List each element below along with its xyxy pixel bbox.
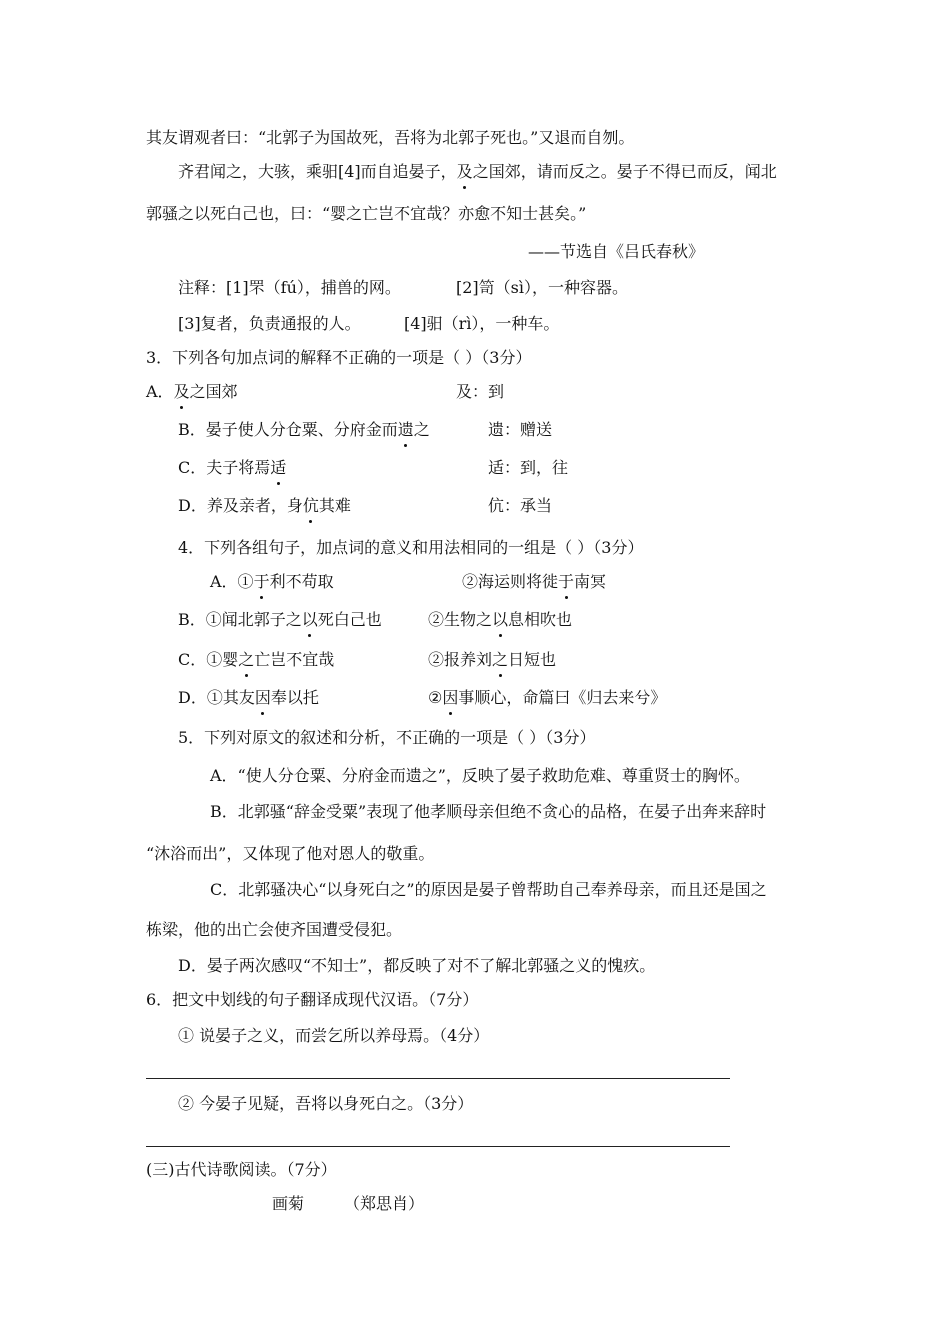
q5-option-d: D．晏子两次感叹“不知士”，都反映了对不了解北郭骚之义的愧疚。 — [178, 956, 656, 975]
text-segment: 奉以托 — [270, 688, 319, 707]
q4-option-b-2 — [428, 610, 572, 630]
q3-option-d — [178, 496, 351, 516]
note-2: [2]笥（sì），一种容器。 — [456, 278, 628, 297]
text-segment: B．晏子使人分仓粟、分府金而 — [178, 420, 398, 439]
q5-option-a: A．“使人分仓粟、分府金而遗之”，反映了晏子救助危难、尊重贤士的胸怀。 — [210, 766, 750, 785]
passage-line-1: 其友谓观者曰：“北郭子为国故死，吾将为北郭子死也。”又退而自刎。 — [146, 128, 635, 147]
text-segment: 齐君闻之，大骇，乘驲[4]而自追晏子， — [178, 162, 457, 181]
q4-stem: 4．下列各组句子，加点词的意义和用法相同的一组是（ ）（3分） — [178, 538, 644, 557]
q3-option-c-gloss: 适：到，往 — [488, 458, 569, 477]
passage-source: ——节选自《吕氏春秋》 — [528, 242, 705, 261]
q4-option-c-2 — [428, 650, 556, 670]
emphasis-dot-char: 适 — [270, 458, 287, 477]
q3-option-c — [178, 458, 286, 478]
emphasis-dot-char: 于 — [253, 572, 270, 591]
emphasis-dot-char: 因 — [442, 688, 459, 707]
text-segment: 其难 — [318, 496, 351, 515]
text-segment: A．① — [210, 572, 254, 591]
emphasis-dot-char: 伉 — [302, 496, 319, 515]
emphasis-dot-char: 之 — [238, 650, 255, 669]
q5-option-b-line-2: “沐浴而出”，又体现了他对恩人的敬重。 — [146, 844, 435, 863]
q3-option-a — [146, 382, 238, 402]
text-segment: 息相吹也 — [508, 610, 573, 629]
text-segment: 死白己也 — [317, 610, 382, 629]
poem-title: 画菊 — [272, 1194, 305, 1213]
answer-line-2[interactable] — [146, 1146, 730, 1147]
text-segment: 南冥 — [574, 572, 607, 591]
emphasis-dot-char: 以 — [492, 610, 509, 629]
emphasis-dot-char: 于 — [558, 572, 575, 591]
q3-option-d-gloss: 伉：承当 — [488, 496, 553, 515]
text-segment: C．夫子将焉 — [178, 458, 271, 477]
passage-line-2 — [178, 162, 777, 182]
text-segment: D．养及亲者，身 — [178, 496, 303, 515]
text-segment: ②报养刘 — [428, 650, 493, 669]
emphasis-dot-char: 以 — [301, 610, 318, 629]
q6-stem: 6．把文中划线的句子翻译成现代汉语。（7分） — [146, 990, 479, 1009]
note-1: 注释：[1]罘（fú），捕兽的网。 — [178, 278, 401, 297]
text-segment: C．①婴 — [178, 650, 239, 669]
text-segment: 之 — [413, 420, 430, 439]
poem-author: （郑思肖） — [344, 1194, 425, 1213]
section-heading: (三)古代诗歌阅读。（7分） — [146, 1160, 337, 1179]
q3-stem: 3．下列各句加点词的解释不正确的一项是（ ）（3分） — [146, 348, 532, 367]
q5-option-b-line-1: B．北郭骚“辞金受粟”表现了他孝顺母亲但绝不贪心的品格，在晏子出奔来辞时 — [210, 802, 767, 821]
emphasis-dot-char: 及 — [456, 162, 473, 181]
q6-sentence-2: ② 今晏子见疑，吾将以身死白之。（3分） — [178, 1094, 474, 1113]
note-4: [4]驲（rì），一种车。 — [404, 314, 560, 333]
q4-option-a-1 — [210, 572, 334, 592]
q4-option-d-2 — [428, 688, 666, 708]
text-segment: 日短也 — [508, 650, 557, 669]
emphasis-dot-char: 因 — [254, 688, 271, 707]
q4-option-d-1 — [178, 688, 319, 708]
q3-option-b-gloss: 遗：赠送 — [488, 420, 553, 439]
text-segment: 亡岂不宜哉 — [254, 650, 335, 669]
q5-option-c-line-2: 栋梁，他的出亡会使齐国遭受侵犯。 — [146, 920, 403, 939]
emphasis-dot-char: 之 — [492, 650, 509, 669]
text-segment: B．①闻北郭子之 — [178, 610, 302, 629]
text-segment: D．①其友 — [178, 688, 255, 707]
text-segment: A． — [146, 382, 174, 401]
q5-stem: 5．下列对原文的叙述和分析，不正确的一项是（ ）（3分） — [178, 728, 596, 747]
q4-option-c-1 — [178, 650, 334, 670]
text-segment: ②海运则将徙 — [462, 572, 559, 591]
text-segment: 之国郊 — [189, 382, 238, 401]
emphasis-dot-char: 遗 — [397, 420, 414, 439]
q3-option-b — [178, 420, 430, 440]
q6-sentence-1: ① 说晏子之义，而尝乞所以养母焉。（4分） — [178, 1026, 490, 1045]
text-segment: 利不苟取 — [269, 572, 334, 591]
text-segment: 之国郊，请而反之。晏子不得已而反，闻北 — [472, 162, 777, 181]
text-segment: ②生物之 — [428, 610, 493, 629]
q4-option-b-1 — [178, 610, 382, 630]
text-segment: ② — [428, 688, 443, 707]
text-segment: 事顺心，命篇曰《归去来兮》 — [458, 688, 667, 707]
note-3: [3]复者，负责通报的人。 — [178, 314, 361, 333]
answer-line-1[interactable] — [146, 1078, 730, 1079]
q5-option-c-line-1: C．北郭骚决心“以身死白之”的原因是晏子曾帮助自己奉养母亲，而且还是国之 — [210, 880, 767, 899]
q3-option-a-gloss: 及：到 — [456, 382, 505, 401]
emphasis-dot-char: 及 — [173, 382, 190, 401]
q4-option-a-2 — [462, 572, 606, 592]
passage-line-3: 郭骚之以死白己也，曰：“婴之亡岂不宜哉？亦愈不知士甚矣。” — [146, 204, 587, 223]
